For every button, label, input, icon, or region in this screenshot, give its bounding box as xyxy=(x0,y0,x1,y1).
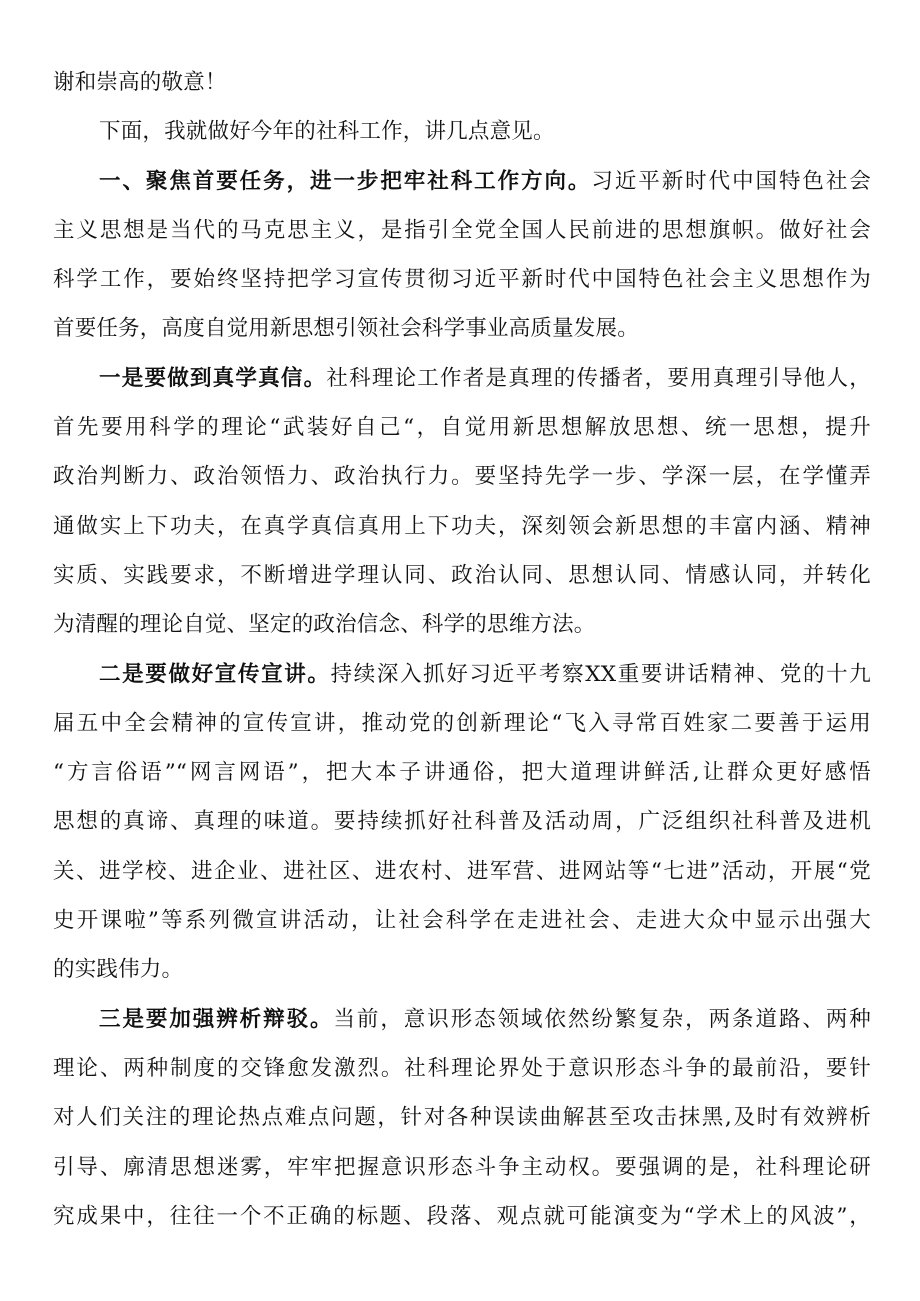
text-line xyxy=(53,1093,871,1142)
text-line-content: 的实践伟力。 xyxy=(53,957,184,983)
text-line xyxy=(53,58,871,107)
subsection-heading: 二是要做好宣传宣讲。 xyxy=(99,661,331,687)
text-line xyxy=(53,107,871,156)
document-body xyxy=(53,58,871,1241)
text-line xyxy=(53,502,871,551)
text-line-content: 政治判断力、政治领悟力、政治执行力。要坚持先学一步、学深一层，在学懂弄 xyxy=(53,464,871,490)
text-line-content: 理论、两种制度的交锋愈发激烈。社科理论界处于意识形态斗争的最前沿，要针 xyxy=(53,1055,871,1081)
text-line-content: 当前，意识形态领域依然纷繁复杂，两条道路、两种 xyxy=(333,1006,871,1032)
text-line xyxy=(53,354,871,403)
text-line xyxy=(53,748,871,797)
text-line xyxy=(53,699,871,748)
text-line-content: 究成果中，往往一个不正确的标题、段落、观点就可能演变为“学术上的风波”， xyxy=(53,1203,871,1229)
subsection-heading: 三是要加强辨析辩驳。 xyxy=(99,1006,334,1032)
text-line xyxy=(53,1143,871,1192)
text-line-content: 谢和崇高的敬意！ xyxy=(53,70,227,95)
section-heading: 一、聚焦首要任务，进一步把牢社科工作方向。 xyxy=(99,168,592,194)
text-line-content: 对人们关注的理论热点难点问题，针对各种误读曲解甚至攻击抹黑,及时有效辨析 xyxy=(53,1105,871,1131)
text-line-content: 引导、廓清思想迷雾，牢牢把握意识形态斗争主动权。要强调的是，社科理论研 xyxy=(53,1154,871,1180)
text-line xyxy=(53,1192,871,1241)
text-line xyxy=(53,551,871,600)
text-line xyxy=(53,896,871,945)
text-line-content: 习近平新时代中国特色社会 xyxy=(591,168,872,194)
text-line xyxy=(53,847,871,896)
text-line xyxy=(53,600,871,649)
text-line xyxy=(53,945,871,994)
text-line-content: 持续深入抓好习近平考察XX重要讲话精神、党的十九 xyxy=(330,661,871,687)
subsection-heading: 一是要做到真学真信。 xyxy=(99,365,327,391)
text-line-content: 社科理论工作者是真理的传播者，要用真理引导他人， xyxy=(326,365,871,391)
text-line xyxy=(53,403,871,452)
text-line-content: 首先要用科学的理论“武装好自己“，自觉用新思想解放思想、统一思想，提升 xyxy=(53,415,871,441)
text-line-content: 思想的真谛、真理的味道。要持续抓好社科普及活动周，广泛组织社科普及进机 xyxy=(53,809,871,835)
text-line xyxy=(53,452,871,501)
text-line-content: 下面，我就做好今年的社科工作，讲几点意见。 xyxy=(99,119,555,145)
text-line-content: 主义思想是当代的马克思主义，是指引全党全国人民前进的思想旗帜。做好社会 xyxy=(53,217,871,243)
text-line-content: 首要任务，高度自觉用新思想引领社会科学事业高质量发展。 xyxy=(53,316,639,342)
text-line-content: 实质、实践要求，不断增进学理认同、政治认同、思想认同、情感认同，并转化 xyxy=(53,562,871,588)
text-line-content: “方言俗语”“网言网语”，把大本子讲通俗，把大道理讲鲜活,让群众更好感悟 xyxy=(53,760,871,786)
text-line-content: 史开课啦”等系列微宣讲活动，让社会科学在走进社会、走进大众中显示出强大 xyxy=(53,908,871,934)
text-line xyxy=(53,304,871,353)
text-line xyxy=(53,995,871,1044)
text-line xyxy=(53,797,871,846)
text-line-content: 通做实上下功夫，在真学真信真用上下功夫，深刻领会新思想的丰富内涵、精神 xyxy=(53,513,871,539)
text-line-content: 届五中全会精神的宣传宣讲，推动党的创新理论“飞入寻常百姓家二要善于运用 xyxy=(53,710,871,736)
text-line xyxy=(53,157,871,206)
text-line-content: 为清醒的理论自觉、坚定的政治信念、科学的思维方法。 xyxy=(53,612,596,638)
text-line-content: 科学工作，要始终坚持把学习宣传贯彻习近平新时代中国特色社会主义思想作为 xyxy=(53,267,871,293)
text-line-content: 关、进学校、进企业、进社区、进农村、进军营、进网站等“七进”活动，开展“党 xyxy=(53,858,871,884)
text-line xyxy=(53,255,871,304)
text-line xyxy=(53,1044,871,1093)
text-line xyxy=(53,650,871,699)
text-line xyxy=(53,206,871,255)
